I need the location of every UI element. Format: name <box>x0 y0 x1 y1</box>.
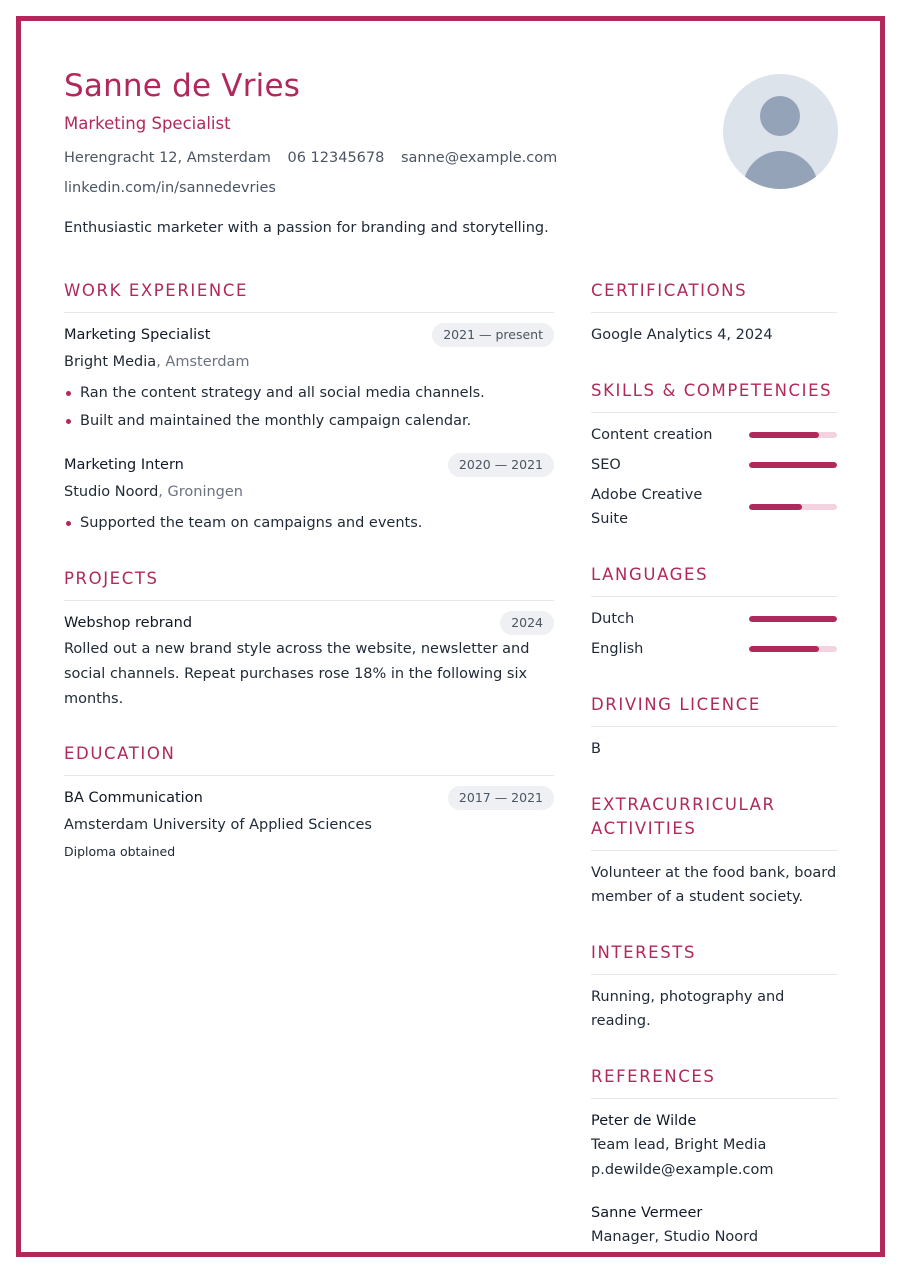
skills-list <box>591 423 837 531</box>
reference-name: Peter de Wilde <box>591 1113 697 1129</box>
interests-text: Running, photography and reading. <box>591 989 785 1029</box>
language-level-fill <box>749 616 837 622</box>
section-title: EDUCATION <box>64 742 554 776</box>
email-link[interactable]: sanne@example.com <box>400 150 558 166</box>
projects-section <box>64 567 554 712</box>
avatar-body <box>743 151 818 189</box>
reference-entry <box>591 1109 837 1183</box>
work-entry <box>64 453 554 537</box>
skill-item <box>591 423 837 447</box>
section-title: LANGUAGES <box>591 563 837 597</box>
phone-text: 06 12345678 <box>287 150 385 166</box>
project-entry <box>64 611 554 712</box>
certification-text: Google Analytics 4, 2024 <box>591 327 773 343</box>
section-title: INTERESTS <box>591 941 837 975</box>
period-badge: 2017 — 2021 <box>448 786 554 810</box>
reference-email[interactable]: p.dewilde@example.com <box>591 1162 774 1178</box>
skill-level-bar <box>749 432 837 438</box>
skill-item <box>591 453 837 477</box>
list-item: Supported the team on campaigns and events. <box>64 509 554 537</box>
degree: BA Communication <box>64 790 203 806</box>
section-title: WORK EXPERIENCE <box>64 279 554 313</box>
reference-position: Team lead, Bright Media <box>591 1137 767 1153</box>
interests-section <box>591 941 837 1033</box>
company <box>64 349 554 375</box>
language-item <box>591 637 837 661</box>
reference-name: Sanne Vermeer <box>591 1205 703 1221</box>
resume-page <box>16 16 885 1257</box>
languages-section <box>591 563 837 661</box>
company-city: , Groningen <box>158 484 243 500</box>
job-title: Marketing Intern <box>64 457 184 473</box>
skill-level-fill <box>749 462 837 468</box>
skill-level-fill <box>749 432 819 438</box>
address-text: Herengracht 12, Amsterdam <box>64 150 271 166</box>
duties-list <box>64 509 554 537</box>
skill-item <box>591 483 837 531</box>
language-level-bar <box>749 616 837 622</box>
section-title: DRIVING LICENCE <box>591 693 837 727</box>
list-item: Built and maintained the monthly campaign calendar. <box>64 407 554 435</box>
skill-name: Content creation <box>591 427 713 443</box>
work-entry <box>64 323 554 435</box>
project-description: Rolled out a new brand style across the website, newsletter and social channels. Repeat purchases rose 18% in the following six months. <box>64 641 530 707</box>
reference-position: Manager, Studio Noord <box>591 1229 759 1245</box>
language-level-bar <box>749 646 837 652</box>
section-title: PROJECTS <box>64 567 554 601</box>
linkedin-link[interactable]: linkedin.com/in/sannedevries <box>64 180 276 196</box>
skill-level-fill <box>749 504 802 510</box>
main-column <box>64 279 554 892</box>
duties-list <box>64 379 554 435</box>
education-section <box>64 742 554 862</box>
section-title: CERTIFICATIONS <box>591 279 837 313</box>
driving-licence-section <box>591 693 837 761</box>
avatar-head <box>760 96 800 136</box>
company <box>64 479 554 505</box>
school-name: Amsterdam University of Applied Sciences <box>64 817 372 833</box>
skill-name: Adobe Creative Suite <box>591 487 703 527</box>
section-title: EXTRACURRICULAR ACTIVITIES <box>591 793 837 851</box>
section-title: SKILLS & COMPETENCIES <box>591 379 837 413</box>
company-city: , Amsterdam <box>156 354 250 370</box>
period-badge: 2021 — present <box>432 323 554 347</box>
references-section <box>591 1065 837 1250</box>
company-name: Bright Media <box>64 354 157 370</box>
skills-section <box>591 379 837 531</box>
reference-entry <box>591 1201 837 1250</box>
work-experience-section <box>64 279 554 537</box>
contact-info <box>64 146 684 200</box>
candidate-name: Sanne de Vries <box>64 68 301 104</box>
education-note: Diploma obtained <box>64 844 176 859</box>
project-name: Webshop rebrand <box>64 615 193 631</box>
extracurricular-section <box>591 793 837 909</box>
language-name: English <box>591 641 644 657</box>
extracurricular-text: Volunteer at the food bank, board member of a student society. <box>591 865 837 905</box>
list-item: Ran the content strategy and all social media channels. <box>64 379 554 407</box>
language-name: Dutch <box>591 611 635 627</box>
resume-header <box>64 66 684 240</box>
section-title: REFERENCES <box>591 1065 837 1099</box>
avatar-placeholder-icon <box>723 74 838 189</box>
languages-list <box>591 607 837 661</box>
education-entry <box>64 786 554 862</box>
certifications-section <box>591 279 837 347</box>
profile-summary: Enthusiastic marketer with a passion for branding and storytelling. <box>64 220 549 236</box>
language-level-fill <box>749 646 819 652</box>
company-name: Studio Noord <box>64 484 159 500</box>
skill-level-bar <box>749 462 837 468</box>
language-item <box>591 607 837 631</box>
licence-category: B <box>591 741 601 757</box>
job-title: Marketing Specialist <box>64 327 211 343</box>
year-badge: 2024 <box>500 611 554 635</box>
period-badge: 2020 — 2021 <box>448 453 554 477</box>
skill-name: SEO <box>591 457 621 473</box>
candidate-role: Marketing Specialist <box>64 114 231 133</box>
skill-level-bar <box>749 504 837 510</box>
side-column <box>591 279 837 1257</box>
